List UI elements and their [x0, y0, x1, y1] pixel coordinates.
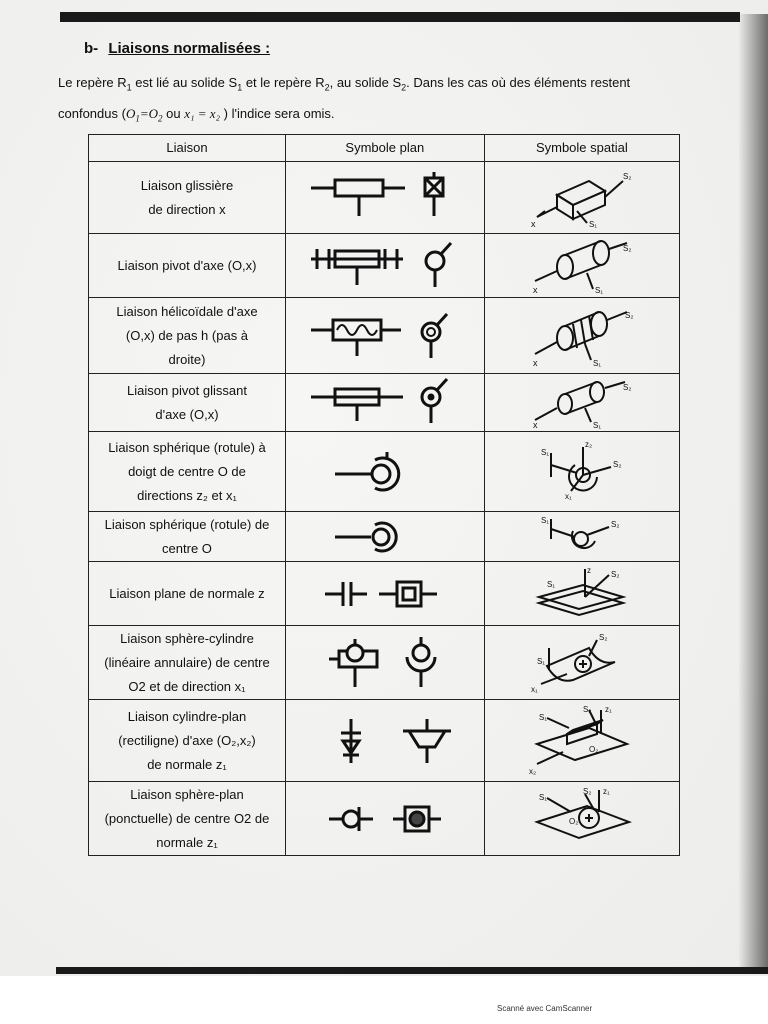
- pivot-glissant-plan-symbol: [305, 377, 465, 429]
- header-symbole-spatial: Symbole spatial: [484, 135, 679, 162]
- intro-math-vectors: x₁ = x₂: [184, 105, 221, 121]
- axis-label: x₁: [530, 684, 538, 694]
- intro-text: , au solide S: [329, 75, 402, 90]
- liaison-name-line: Liaison plane de normale z: [109, 585, 265, 601]
- pivot-spatial-symbol: [527, 237, 637, 295]
- header-symbole-plan: Symbole plan: [285, 135, 484, 162]
- spatial-symbol-cell: [484, 432, 679, 512]
- solid-label: S₂: [610, 519, 620, 529]
- intro-text: . Dans les cas où des éléments restent: [406, 75, 631, 90]
- spatial-symbol-cell: [484, 700, 679, 782]
- intro-sub: 1: [237, 82, 243, 93]
- liaison-name-line: de normale z₁: [147, 756, 227, 772]
- pivot-plan-symbol: [305, 239, 465, 293]
- plan-symbol-cell: [285, 374, 484, 432]
- liaison-name-cell: [89, 234, 286, 298]
- top-divider: [60, 12, 740, 22]
- spatial-symbol-cell: [484, 562, 679, 626]
- plan-symbol-cell: [285, 700, 484, 782]
- solid-label: S₁: [538, 712, 547, 722]
- liaison-name-line: (ponctuelle) de centre O2 de: [104, 810, 270, 826]
- plan-symbol-cell: [285, 562, 484, 626]
- liaison-name-line: Liaison sphérique (rotule) à: [108, 439, 266, 455]
- intro-text: ) l'indice sera omis.: [223, 105, 335, 121]
- solid-label: S₂: [622, 171, 632, 181]
- axis-label: x: [532, 284, 538, 295]
- liaison-name-line: normale z₁: [156, 834, 218, 850]
- intro-sub: 1: [135, 113, 140, 124]
- header-liaison: Liaison: [89, 135, 286, 162]
- spatial-symbol-cell: [484, 512, 679, 562]
- rotule-doigt-plan-symbol: [305, 444, 465, 500]
- solid-label: S₂: [582, 786, 592, 796]
- liaison-name-line: directions z₂ et x₁: [137, 487, 237, 503]
- rectiligne-spatial-symbol: [527, 704, 637, 778]
- table-row: [89, 234, 680, 298]
- intro-sub: 2: [158, 113, 163, 124]
- rotule-spatial-symbol: [527, 515, 637, 559]
- spatial-symbol-cell: [484, 234, 679, 298]
- liaison-name-line: (linéaire annulaire) de centre: [104, 654, 270, 670]
- liaison-name-line: Liaison sphère-cylindre: [120, 630, 254, 646]
- intro-sub: 2: [401, 82, 407, 93]
- plan-symbol-cell: [285, 782, 484, 856]
- axis-label: z₁: [602, 786, 610, 796]
- axis-label: z: [586, 565, 591, 575]
- helicoidale-plan-symbol: [305, 308, 465, 364]
- liaison-name-cell: [89, 562, 286, 626]
- rotule-plan-symbol: [305, 517, 465, 557]
- page-edge-shadow: [738, 14, 768, 974]
- solid-label: S₁: [536, 656, 545, 666]
- solid-label: S₁: [540, 515, 549, 525]
- liaison-name-line: d'axe (O,x): [155, 406, 219, 422]
- liaison-name-line: Liaison hélicoïdale d'axe: [116, 303, 258, 319]
- solid-label: S₁: [538, 792, 547, 802]
- liaison-name-line: O2 et de direction x₁: [128, 678, 246, 694]
- liaison-name-line: droite): [168, 351, 206, 367]
- table-row: [89, 512, 680, 562]
- liaison-name-line: Liaison sphérique (rotule) de: [104, 516, 270, 532]
- spatial-symbol-cell: [484, 374, 679, 432]
- liaison-name-line: Liaison glissière: [140, 177, 234, 193]
- plane-spatial-symbol: [527, 565, 637, 623]
- liaison-name-cell: [89, 512, 286, 562]
- axis-label: z₂: [584, 439, 592, 449]
- solid-label: S₂: [612, 459, 622, 469]
- solid-label: S₂: [622, 243, 632, 253]
- solid-label: S₁: [588, 219, 597, 229]
- point-label: O₂: [588, 744, 599, 754]
- table-row: [89, 432, 680, 512]
- plane-plan-symbol: [305, 572, 465, 616]
- glissiere-plan-symbol: [305, 170, 465, 226]
- intro-text: ou: [162, 105, 185, 121]
- plan-symbol-cell: [285, 626, 484, 700]
- plan-symbol-cell: [285, 162, 484, 234]
- ponctuelle-plan-symbol: [305, 797, 465, 841]
- solid-label: S₁: [594, 285, 603, 295]
- helicoidale-spatial-symbol: [527, 304, 637, 368]
- table-row: [89, 298, 680, 374]
- footer-strip: [0, 976, 768, 1024]
- axis-label: x₂: [528, 766, 536, 776]
- intro-paragraph: [58, 70, 698, 131]
- intro-math: =O: [139, 105, 158, 121]
- pivot-glissant-spatial-symbol: [527, 376, 637, 430]
- table-row: [89, 626, 680, 700]
- solid-label: S₂: [624, 310, 634, 320]
- ponctuelle-spatial-symbol: [527, 786, 637, 852]
- table-row: [89, 562, 680, 626]
- table-row: [89, 700, 680, 782]
- rectiligne-plan-symbol: [305, 711, 465, 771]
- table-row: [89, 782, 680, 856]
- table-header-row: [89, 135, 680, 162]
- liaison-name-line: Liaison pivot d'axe (O,x): [117, 257, 257, 273]
- table-row: [89, 374, 680, 432]
- axis-label: x: [532, 419, 538, 430]
- intro-text: et le repère R: [242, 75, 325, 90]
- table-row: [89, 162, 680, 234]
- lineaire-annulaire-spatial-symbol: [527, 630, 637, 696]
- plan-symbol-cell: [285, 512, 484, 562]
- axis-label: x₁: [564, 491, 572, 501]
- intro-text: confondus (: [58, 105, 126, 121]
- liaison-name-cell: [89, 298, 286, 374]
- spatial-symbol-cell: [484, 162, 679, 234]
- axis-label: x: [530, 218, 536, 229]
- plan-symbol-cell: [285, 234, 484, 298]
- liaison-name-line: (rectiligne) d'axe (O₂,x₂): [118, 732, 256, 748]
- liaison-name-cell: [89, 374, 286, 432]
- spatial-symbol-cell: [484, 626, 679, 700]
- solid-label: S₁: [540, 447, 549, 457]
- plan-symbol-cell: [285, 298, 484, 374]
- liaison-name-line: Liaison cylindre-plan: [127, 708, 247, 724]
- spatial-symbol-cell: [484, 782, 679, 856]
- axis-label: x: [532, 357, 538, 368]
- liaison-name-cell: [89, 700, 286, 782]
- rotule-doigt-spatial-symbol: [527, 437, 637, 507]
- point-label: O₂: [568, 816, 579, 826]
- axis-label: z₁: [604, 704, 612, 714]
- section-prefix: b-: [84, 40, 99, 57]
- solid-label: S₂: [598, 632, 608, 642]
- section-title: Liaisons normalisées :: [108, 40, 271, 57]
- liaison-name-line: (O,x) de pas h (pas à: [125, 327, 249, 343]
- scanner-watermark: Scanné avec CamScanner: [497, 1004, 593, 1013]
- liaison-name-cell: [89, 782, 286, 856]
- liaison-name-cell: [89, 162, 286, 234]
- solid-label: S₁: [592, 358, 601, 368]
- glissiere-spatial-symbol: [527, 167, 637, 229]
- solid-label: S₂: [582, 704, 592, 714]
- section-heading: [84, 40, 270, 57]
- liaison-name-line: de direction x: [148, 201, 226, 217]
- liaison-name-line: doigt de centre O de: [128, 463, 246, 479]
- liaison-name-line: Liaison sphère-plan: [130, 786, 244, 802]
- intro-math: O: [125, 105, 136, 121]
- liaison-name-line: Liaison pivot glissant: [127, 382, 247, 398]
- intro-sub: 1: [126, 82, 132, 93]
- spatial-symbol-cell: [484, 298, 679, 374]
- plan-symbol-cell: [285, 432, 484, 512]
- solid-label: S₁: [546, 579, 555, 589]
- lineaire-annulaire-plan-symbol: [305, 633, 465, 693]
- solid-label: S₂: [610, 569, 620, 579]
- bottom-divider: [56, 967, 768, 974]
- liaison-name-cell: [89, 626, 286, 700]
- intro-text: Le repère R: [58, 75, 127, 90]
- intro-sub: 2: [324, 82, 330, 93]
- liaison-name-cell: [89, 432, 286, 512]
- liaison-name-line: centre O: [162, 540, 212, 556]
- solid-label: S₁: [592, 420, 601, 430]
- solid-label: S₂: [622, 382, 632, 392]
- liaisons-table: [88, 134, 680, 856]
- intro-text: est lié au solide S: [131, 75, 238, 90]
